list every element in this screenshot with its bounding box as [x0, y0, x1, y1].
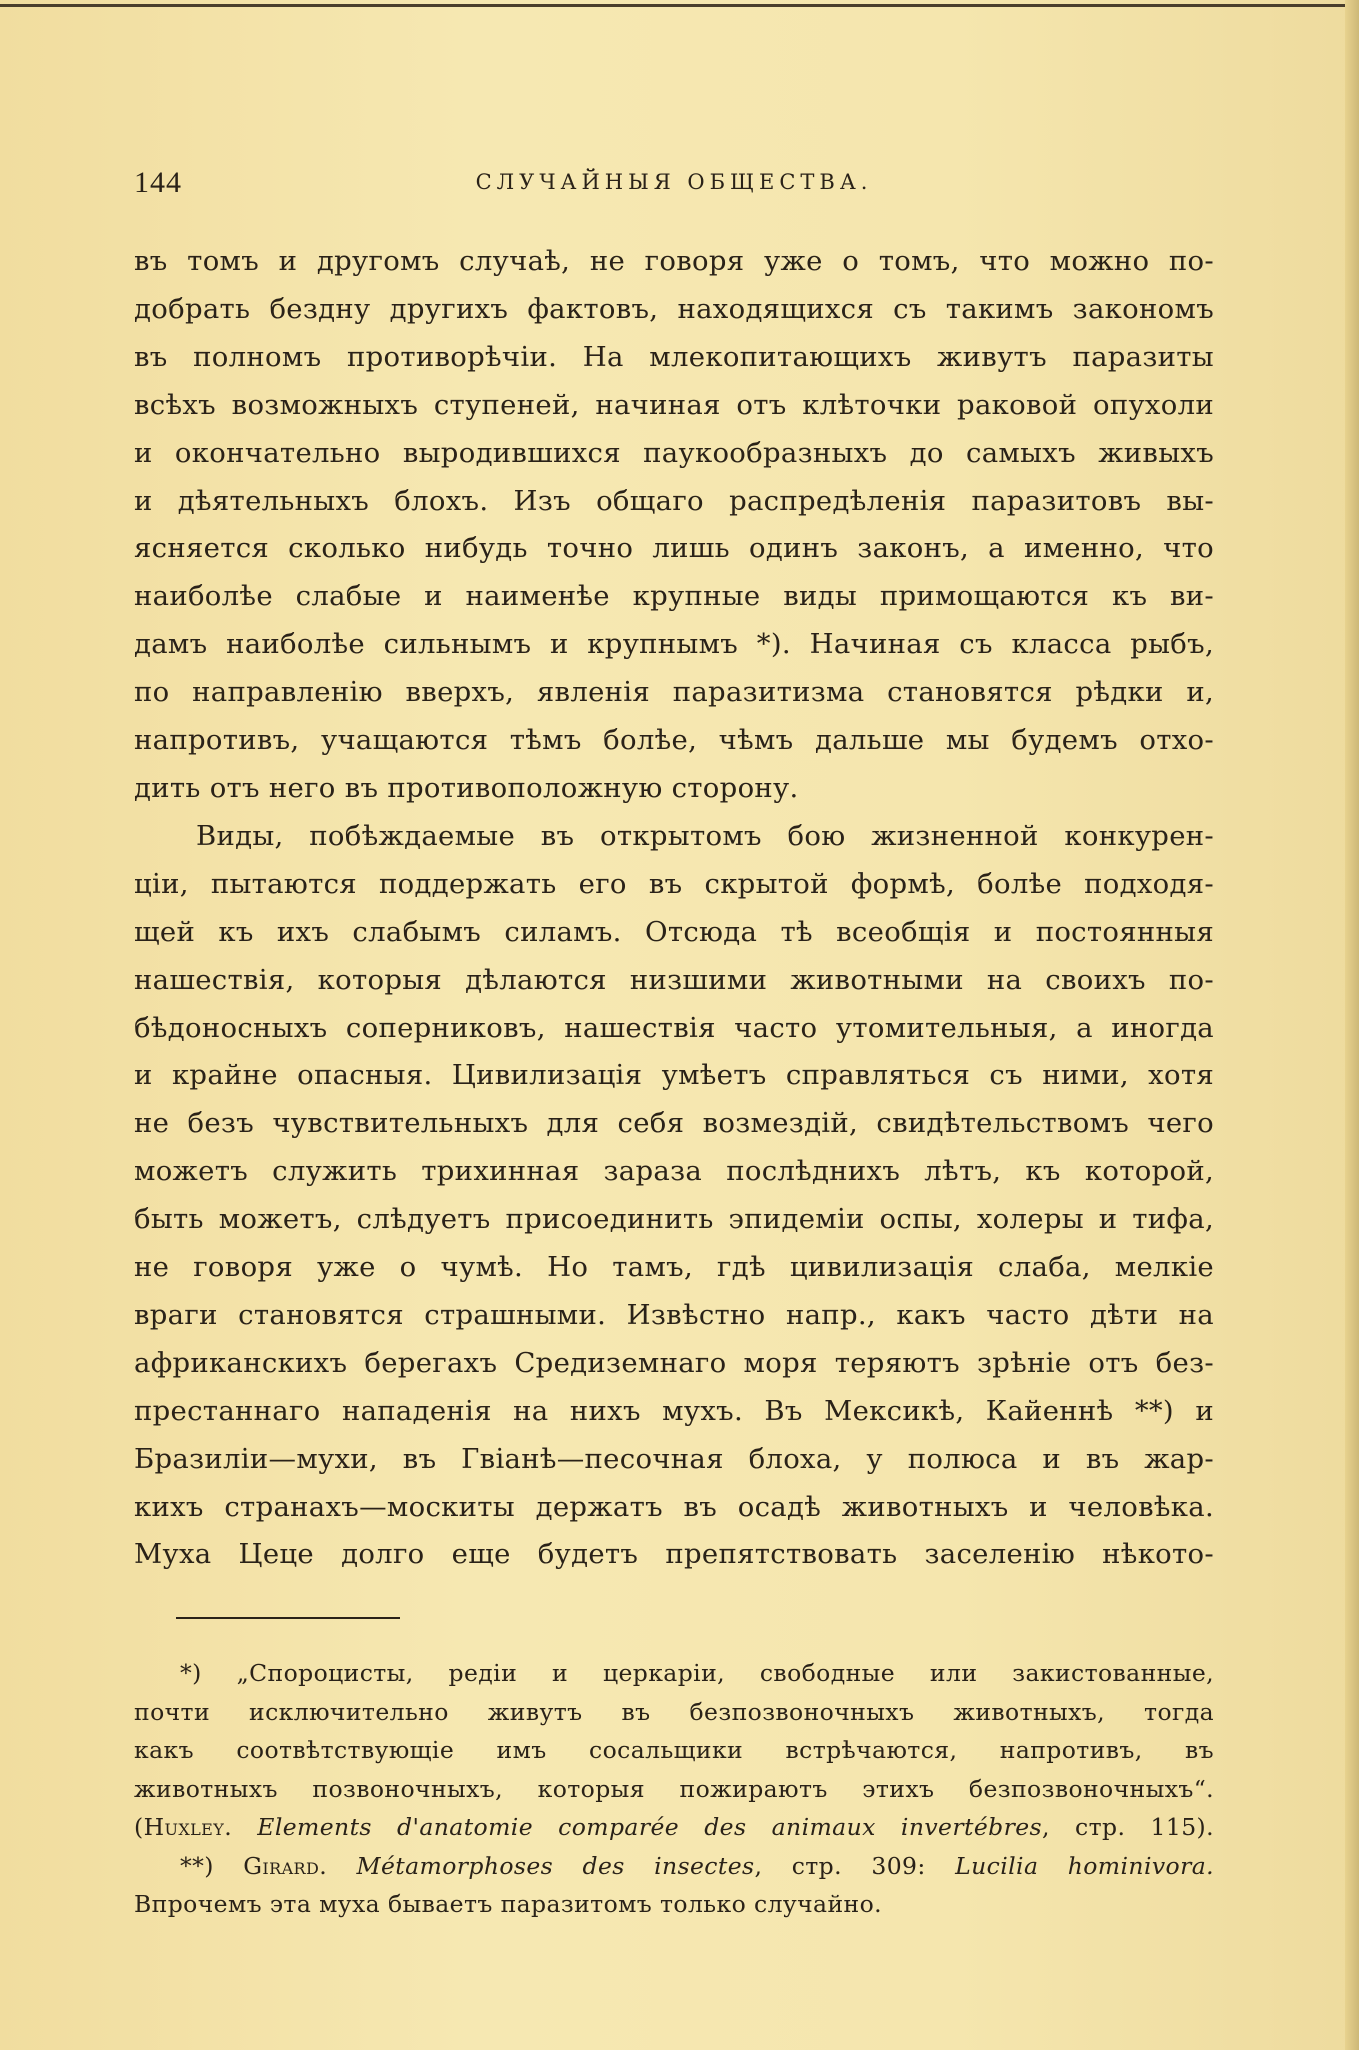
- text-line: щей къ ихъ слабымъ силамъ. Отсюда тѣ всеобщія и постоянныя: [134, 915, 1214, 948]
- text-line: въ полномъ противорѣчіи. На млекопитающихъ живутъ паразиты: [134, 340, 1214, 373]
- text-line: Бразиліи—мухи, въ Гвіанѣ—песочная блоха, у полюса и въ жар-: [134, 1442, 1214, 1475]
- footnote-citation: (Huxley. Elements d'anatomie comparée des animaux invertébres, стр. 115).: [134, 1813, 1214, 1841]
- text-line: нашествія, которыя дѣлаются низшими животными на своихъ по-: [134, 963, 1214, 996]
- text-line: быть можетъ, слѣдуетъ присоединить эпидеміи оспы, холеры и тифа,: [134, 1203, 1214, 1236]
- footnote-line: *) „Спороцисты, редіи и церкаріи, свободные или закистованные,: [180, 1659, 1214, 1687]
- page-number: 144: [134, 166, 182, 199]
- text-line: враги становятся страшными. Извѣстно напр., какъ часто дѣти на: [134, 1298, 1214, 1331]
- text-line: напротивъ, учащаются тѣмъ болѣе, чѣмъ дальше мы будемъ отхо-: [134, 724, 1214, 757]
- text-line: Виды, побѣждаемые въ открытомъ бою жизненной конкурен-: [196, 819, 1214, 852]
- text-line: дамъ наиболѣе сильнымъ и крупнымъ *). Начиная съ класса рыбъ,: [134, 628, 1214, 661]
- text-line: въ томъ и другомъ случаѣ, не говоря уже о томъ, что можно по-: [134, 245, 1214, 277]
- cite-page: , стр. 115).: [1042, 1813, 1214, 1841]
- text-line: престаннаго нападенія на нихъ мухъ. Въ Мексикѣ, Кайеннѣ **) и: [134, 1394, 1214, 1427]
- cite-author: Huxley: [143, 1813, 225, 1841]
- text-line: можетъ служить трихинная зараза послѣднихъ лѣтъ, къ которой,: [134, 1155, 1214, 1188]
- footnote-line: какъ соотвѣтствующіе имъ сосальщики встрѣчаются, напротивъ, въ: [134, 1736, 1214, 1764]
- body-text: [134, 238, 1214, 1579]
- footnote-line: **) Girard. Métamorphoses des insectes, стр. 309: Lucilia hominivora.: [180, 1851, 1214, 1880]
- text-line: ціи, пытаются поддержать его въ скрытой формѣ, болѣе подходя-: [134, 867, 1214, 900]
- footnotes: [134, 1654, 1214, 1924]
- text-line: наиболѣе слабые и наименѣе крупные виды примощаются къ ви-: [134, 580, 1214, 613]
- text-line: по направленію вверхъ, явленія паразитизма становятся рѣдки и,: [134, 676, 1214, 709]
- cite-work: Elements d'anatomie comparée des animaux invertébres: [257, 1813, 1042, 1841]
- text-line: не безъ чувствительныхъ для себя возмездій, свидѣтельствомъ чего: [134, 1107, 1214, 1140]
- text-line: и окончательно выродившихся паукообразныхъ до самыхъ живыхъ: [134, 436, 1214, 469]
- text-line: бѣдоносныхъ соперниковъ, нашествія часто утомительныя, а иногда: [134, 1011, 1214, 1044]
- cite-open: (: [134, 1813, 144, 1841]
- cite-work: Métamorphoses des insectes: [356, 1851, 755, 1880]
- footnote-mark: **): [180, 1851, 244, 1880]
- footnote-rule: [176, 1617, 400, 1619]
- text-line: и дѣятельныхъ блохъ. Изъ общаго распредѣленія паразитовъ вы-: [134, 484, 1214, 517]
- page-header: [134, 166, 1214, 206]
- footnote-line: Впрочемъ эта муха бываетъ паразитомъ только случайно.: [134, 1890, 883, 1918]
- page-edge: [1345, 0, 1359, 2050]
- text-line: не говоря уже о чумѣ. Но тамъ, гдѣ цивилизація слаба, мелкіе: [134, 1251, 1214, 1284]
- text-line: добрать бездну другихъ фактовъ, находящихся съ такимъ закономъ: [134, 292, 1214, 325]
- text-line: всѣхъ возможныхъ ступеней, начиная отъ клѣточки раковой опухоли: [134, 388, 1214, 421]
- footnote-line: почти исключительно живутъ въ безпозвоночныхъ животныхъ, тогда: [134, 1697, 1214, 1726]
- text-line: дить отъ него въ противоположную сторону.: [134, 771, 799, 804]
- text-line: ясняется сколько нибудь точно лишь одинъ законъ, а именно, что: [134, 532, 1214, 565]
- text-line: и крайне опасныя. Цивилизація умѣетъ справляться съ ними, хотя: [134, 1059, 1214, 1092]
- cite-page: , стр. 309:: [754, 1851, 956, 1880]
- running-title: СЛУЧАЙНЫЯ ОБЩЕСТВА.: [475, 170, 873, 194]
- species-name: Lucilia hominivora.: [955, 1851, 1214, 1880]
- text-line: Муха Цеце долго еще будетъ препятствовать заселенію нѣкото-: [134, 1538, 1214, 1571]
- cite-author: Girard: [243, 1851, 320, 1880]
- text-line: кихъ странахъ—москиты держатъ въ осадѣ животныхъ и человѣка.: [134, 1490, 1214, 1523]
- footnote-line: животныхъ позвоночныхъ, которыя пожираютъ этихъ безпозвоночныхъ“.: [134, 1774, 1214, 1803]
- top-edge-line: [0, 4, 1359, 7]
- text-line: африканскихъ берегахъ Средиземнаго моря теряютъ зрѣніе отъ без-: [134, 1346, 1214, 1379]
